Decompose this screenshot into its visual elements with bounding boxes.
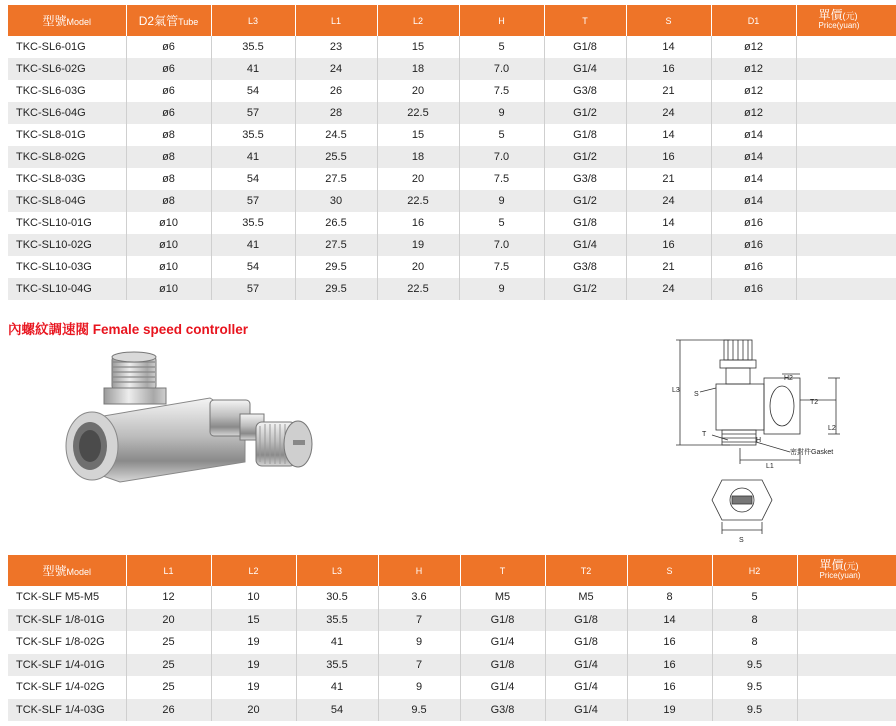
table-cell: 9: [459, 102, 544, 124]
header-t: T: [544, 5, 626, 36]
table-cell: 19: [211, 676, 296, 699]
table-cell: 15: [377, 36, 459, 58]
table-header-row: [8, 555, 896, 586]
table-row: [8, 676, 896, 699]
table-cell: 7.5: [459, 80, 544, 102]
table-cell: 20: [126, 609, 211, 632]
table-cell: 24.5: [295, 124, 377, 146]
price-cell: [797, 586, 896, 609]
price-cell: [796, 36, 896, 58]
spec-table-tck-slf: [8, 555, 896, 721]
table-cell: 9: [378, 631, 460, 654]
table-row: [8, 699, 896, 722]
table-cell: ø12: [711, 102, 796, 124]
table-cell: ø6: [126, 102, 211, 124]
price-cell: [796, 146, 896, 168]
table-cell: 23: [295, 36, 377, 58]
table-cell: 10: [211, 586, 296, 609]
table-cell: ø16: [711, 234, 796, 256]
table-cell: 24: [626, 102, 711, 124]
table-cell: 26: [126, 699, 211, 722]
table-cell: 57: [211, 190, 295, 212]
header-tube: D2氣管Tube: [126, 5, 211, 36]
table-cell: 41: [211, 234, 295, 256]
table-cell: ø14: [711, 146, 796, 168]
model-cell: TKC-SL6-03G: [8, 80, 126, 102]
table-cell: 20: [377, 80, 459, 102]
table-cell: 5: [459, 36, 544, 58]
table-cell: 35.5: [211, 36, 295, 58]
table-cell: 5: [459, 124, 544, 146]
header-t2: T2: [545, 555, 627, 586]
table-cell: 16: [627, 631, 712, 654]
table-row: [8, 190, 896, 212]
table-cell: 21: [626, 168, 711, 190]
table-cell: 24: [295, 58, 377, 80]
table-row: [8, 654, 896, 677]
table-cell: 41: [211, 58, 295, 80]
table-cell: 9.5: [712, 676, 797, 699]
table-cell: 57: [211, 278, 295, 300]
table-cell: ø12: [711, 80, 796, 102]
table-cell: ø10: [126, 278, 211, 300]
price-cell: [797, 676, 896, 699]
table-cell: ø12: [711, 36, 796, 58]
table-cell: ø6: [126, 58, 211, 80]
table-cell: 21: [626, 256, 711, 278]
table-cell: 25: [126, 676, 211, 699]
table-cell: 5: [459, 212, 544, 234]
table-row: [8, 609, 896, 632]
table-cell: 41: [211, 146, 295, 168]
table-cell: 7: [378, 654, 460, 677]
table-cell: 7.0: [459, 146, 544, 168]
table-cell: 16: [627, 654, 712, 677]
spec-table-tkc-sl: [8, 5, 896, 300]
price-cell: [796, 80, 896, 102]
table-cell: 41: [296, 676, 378, 699]
table-row: [8, 124, 896, 146]
header-l2: L2: [211, 555, 296, 586]
table-cell: 8: [712, 631, 797, 654]
header-price: 單價(元) Price(yuan): [797, 555, 896, 586]
model-cell: TKC-SL6-01G: [8, 36, 126, 58]
table-body: [8, 36, 896, 300]
model-cell: TCK-SLF 1/8-01G: [8, 609, 126, 632]
table-cell: 28: [295, 102, 377, 124]
table-cell: 25: [126, 631, 211, 654]
table-cell: 14: [626, 124, 711, 146]
dim-label-h: H: [756, 437, 762, 444]
table-cell: G1/4: [460, 631, 545, 654]
table-cell: 7.0: [459, 58, 544, 80]
model-cell: TKC-SL10-04G: [8, 278, 126, 300]
table-cell: 3.6: [378, 586, 460, 609]
price-cell: [796, 234, 896, 256]
dim-label-s: S: [694, 391, 699, 398]
model-cell: TCK-SLF 1/4-03G: [8, 699, 126, 722]
price-cell: [797, 699, 896, 722]
dim-label-l2: L2: [828, 425, 836, 432]
table-cell: 15: [211, 609, 296, 632]
header-h2: H2: [712, 555, 797, 586]
table-cell: ø10: [126, 234, 211, 256]
table-cell: 9: [378, 676, 460, 699]
header-l1: L1: [295, 5, 377, 36]
dim-label-t2: T2: [810, 399, 819, 406]
table-cell: ø16: [711, 256, 796, 278]
table-cell: 22.5: [377, 102, 459, 124]
table-cell: 27.5: [295, 234, 377, 256]
header-t: T: [460, 555, 545, 586]
table-row: [8, 146, 896, 168]
table-cell: 9.5: [712, 654, 797, 677]
table-cell: G3/8: [544, 80, 626, 102]
model-cell: TKC-SL8-02G: [8, 146, 126, 168]
header-l3: L3: [296, 555, 378, 586]
section-title: 內螺紋調速閥 Female speed controller: [8, 322, 249, 337]
table-cell: 24: [626, 190, 711, 212]
table-cell: 41: [296, 631, 378, 654]
table-cell: 7: [378, 609, 460, 632]
header-s: S: [627, 555, 712, 586]
table-row: [8, 80, 896, 102]
model-cell: TKC-SL10-02G: [8, 234, 126, 256]
table-cell: 54: [211, 256, 295, 278]
table-cell: ø16: [711, 212, 796, 234]
model-cell: TKC-SL8-04G: [8, 190, 126, 212]
table-cell: 22.5: [377, 278, 459, 300]
header-d1: D1: [711, 5, 796, 36]
table-cell: 19: [211, 654, 296, 677]
table-cell: G1/8: [545, 609, 627, 632]
table-cell: 26.5: [295, 212, 377, 234]
table-cell: G1/2: [544, 146, 626, 168]
table-cell: 19: [377, 234, 459, 256]
price-cell: [796, 212, 896, 234]
table-cell: 25: [126, 654, 211, 677]
model-cell: TKC-SL6-02G: [8, 58, 126, 80]
header-h: H: [378, 555, 460, 586]
header-h: H: [459, 5, 544, 36]
model-cell: TKC-SL10-03G: [8, 256, 126, 278]
table-cell: 9: [459, 190, 544, 212]
header-price: 單價(元) Price(yuan): [796, 5, 896, 36]
table-row: [8, 58, 896, 80]
table-cell: 35.5: [211, 212, 295, 234]
table-cell: ø10: [126, 256, 211, 278]
header-l1: L1: [126, 555, 211, 586]
table-cell: ø10: [126, 212, 211, 234]
table-cell: 7.5: [459, 256, 544, 278]
table-cell: 16: [626, 146, 711, 168]
price-cell: [796, 58, 896, 80]
table-cell: ø8: [126, 124, 211, 146]
table-cell: G1/2: [544, 278, 626, 300]
table-cell: 25.5: [295, 146, 377, 168]
table-cell: 35.5: [296, 609, 378, 632]
table-cell: 27.5: [295, 168, 377, 190]
table-cell: 21: [626, 80, 711, 102]
table-cell: G1/2: [544, 102, 626, 124]
table-cell: G1/8: [460, 654, 545, 677]
table-cell: ø14: [711, 190, 796, 212]
model-cell: TKC-SL6-04G: [8, 102, 126, 124]
table-cell: ø8: [126, 190, 211, 212]
table-cell: G1/2: [544, 190, 626, 212]
table-cell: 15: [377, 124, 459, 146]
table-cell: G1/8: [544, 124, 626, 146]
price-cell: [796, 124, 896, 146]
table-cell: G1/8: [544, 36, 626, 58]
table-cell: 19: [627, 699, 712, 722]
price-cell: [796, 168, 896, 190]
table-cell: ø12: [711, 58, 796, 80]
table-cell: 30.5: [296, 586, 378, 609]
table-cell: 16: [377, 212, 459, 234]
header-s: S: [626, 5, 711, 36]
price-cell: [796, 190, 896, 212]
price-cell: [796, 256, 896, 278]
table-cell: 14: [626, 36, 711, 58]
table-cell: 9.5: [712, 699, 797, 722]
table-row: [8, 168, 896, 190]
table-cell: G3/8: [544, 256, 626, 278]
model-cell: TCK-SLF M5-M5: [8, 586, 126, 609]
table-row: [8, 36, 896, 58]
table-cell: 18: [377, 58, 459, 80]
table-cell: G1/4: [460, 676, 545, 699]
dim-label-l3: L3: [672, 387, 680, 394]
dim-label-l1: L1: [766, 463, 774, 470]
table-cell: 57: [211, 102, 295, 124]
table-cell: 7.5: [459, 168, 544, 190]
table-cell: ø14: [711, 168, 796, 190]
header-l2: L2: [377, 5, 459, 36]
table-row: [8, 212, 896, 234]
table-body: [8, 586, 896, 721]
table-cell: ø6: [126, 36, 211, 58]
table-cell: 19: [211, 631, 296, 654]
table-cell: 20: [211, 699, 296, 722]
model-cell: TKC-SL8-01G: [8, 124, 126, 146]
table-cell: 29.5: [295, 278, 377, 300]
dim-label-t: T: [702, 431, 707, 438]
price-cell: [796, 278, 896, 300]
model-cell: TKC-SL10-01G: [8, 212, 126, 234]
table-cell: G1/4: [544, 58, 626, 80]
table-cell: 22.5: [377, 190, 459, 212]
table-cell: 54: [296, 699, 378, 722]
table-cell: 7.0: [459, 234, 544, 256]
table-row: [8, 586, 896, 609]
table-cell: 54: [211, 80, 295, 102]
gasket-label: 密封件Gasket: [790, 449, 834, 456]
header-l3: L3: [211, 5, 295, 36]
table-cell: 8: [712, 609, 797, 632]
table-cell: 35.5: [211, 124, 295, 146]
table-cell: G1/4: [544, 234, 626, 256]
table-cell: 16: [626, 234, 711, 256]
table-row: [8, 256, 896, 278]
table-cell: 20: [377, 256, 459, 278]
table-header-row: [8, 5, 896, 36]
table-cell: 35.5: [296, 654, 378, 677]
table-cell: G1/8: [545, 631, 627, 654]
table-cell: 9: [459, 278, 544, 300]
table-cell: 16: [627, 676, 712, 699]
table-cell: 14: [627, 609, 712, 632]
table-cell: ø14: [711, 124, 796, 146]
model-cell: TKC-SL8-03G: [8, 168, 126, 190]
header-model: 型號Model: [8, 555, 126, 586]
table-cell: 14: [626, 212, 711, 234]
dim-label-s-bottom: S: [739, 537, 744, 544]
table-cell: G3/8: [460, 699, 545, 722]
technical-drawing: [660, 330, 860, 545]
table-cell: 29.5: [295, 256, 377, 278]
table-cell: 9.5: [378, 699, 460, 722]
table-row: [8, 278, 896, 300]
table-cell: 12: [126, 586, 211, 609]
table-cell: 24: [626, 278, 711, 300]
table-cell: 20: [377, 168, 459, 190]
price-cell: [797, 631, 896, 654]
table-cell: 54: [211, 168, 295, 190]
price-cell: [797, 654, 896, 677]
table-cell: 30: [295, 190, 377, 212]
table-cell: 18: [377, 146, 459, 168]
table-cell: G1/8: [460, 609, 545, 632]
product-photo: [60, 350, 330, 500]
table-row: [8, 234, 896, 256]
table-cell: G3/8: [544, 168, 626, 190]
table-cell: ø16: [711, 278, 796, 300]
table-row: [8, 102, 896, 124]
price-cell: [796, 102, 896, 124]
price-cell: [797, 609, 896, 632]
table-cell: G1/4: [545, 654, 627, 677]
table-cell: G1/4: [545, 676, 627, 699]
table-cell: 5: [712, 586, 797, 609]
model-cell: TCK-SLF 1/4-01G: [8, 654, 126, 677]
table-cell: G1/4: [545, 699, 627, 722]
table-cell: M5: [545, 586, 627, 609]
table-row: [8, 631, 896, 654]
table-cell: 26: [295, 80, 377, 102]
table-cell: M5: [460, 586, 545, 609]
model-cell: TCK-SLF 1/8-02G: [8, 631, 126, 654]
table-cell: G1/8: [544, 212, 626, 234]
table-cell: 8: [627, 586, 712, 609]
table-cell: ø8: [126, 146, 211, 168]
table-cell: 16: [626, 58, 711, 80]
table-cell: ø6: [126, 80, 211, 102]
model-cell: TCK-SLF 1/4-02G: [8, 676, 126, 699]
header-model: 型號Model: [8, 5, 126, 36]
table-cell: ø8: [126, 168, 211, 190]
dim-label-h2: H2: [784, 375, 793, 382]
